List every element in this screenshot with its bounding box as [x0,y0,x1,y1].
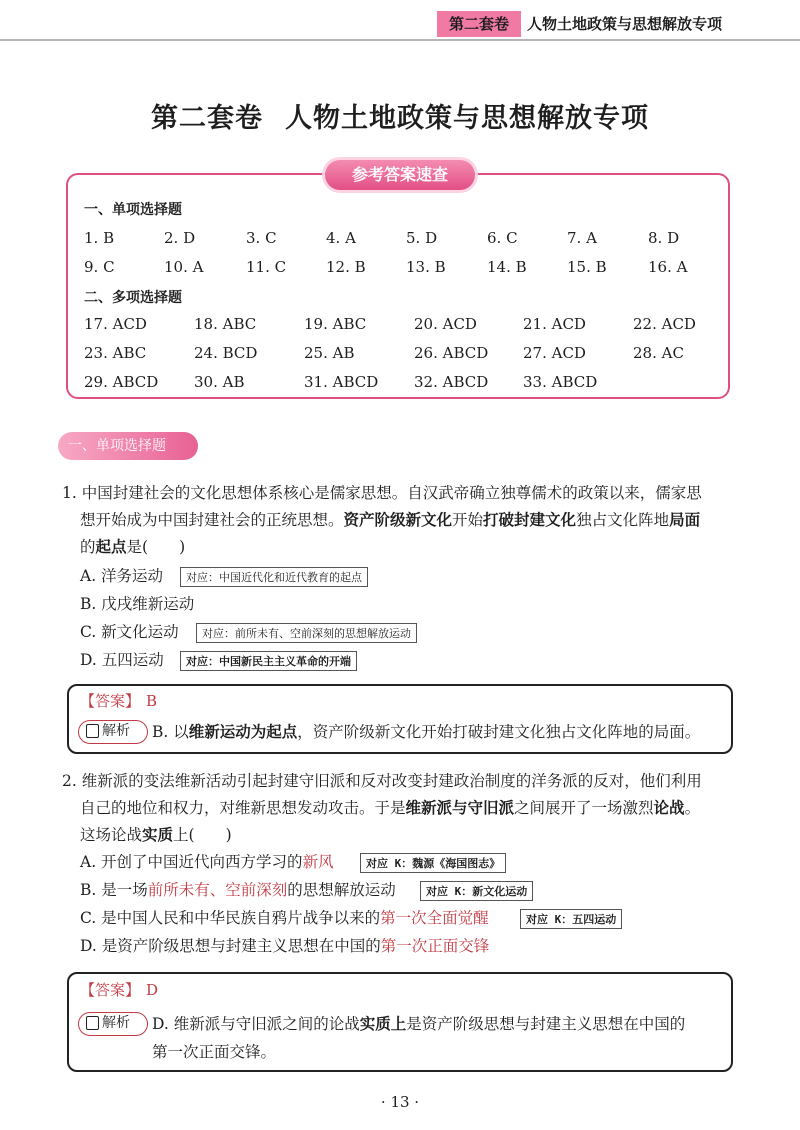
multi-answer-item: 24. BCD [194,344,258,362]
section-pill: 一、单项选择题 [58,432,198,460]
header-tag: 第二套卷 [437,11,521,37]
q1-analysis: B. 以维新运动为起点，资产阶级新文化开始打破封建文化独占文化阵地的局面。 [152,722,701,741]
multi-answer-item: 32. ABCD [414,373,489,391]
q1-note-d: 对应：中国新民主主义革命的开端 [180,651,357,671]
single-answer-item: 3. C [246,229,277,247]
q2-answer: 【答案】 D [80,981,159,999]
single-answer-item: 9. C [84,258,115,276]
page-title [0,96,800,135]
single-answer-item: 10. A [164,258,204,276]
multi-answer-item: 20. ACD [414,315,477,333]
multi-answer-item: 30. AB [194,373,245,391]
page-title-part1: 第二套卷 [151,103,263,134]
page-number: · 13 · [380,1093,420,1111]
q1-line2: 想开始成为中国封建社会的正统思想。资产阶级新文化开始打破封建文化独占文化阵地局面 [80,510,701,529]
q2-line2: 自己的地位和权力，对维新思想发动攻击。于是维新派与守旧派之间展开了一场激烈论战。 [80,798,701,817]
note-icon [86,1016,99,1030]
q1-note-c: 对应：前所未有、空前深刻的思想解放运动 [196,623,417,643]
q2-line3: 这场论战实质上( ) [80,825,232,844]
q2-option-c: C. 是中国人民和中华民族自鸦片战争以来的第一次全面觉醒 [80,909,489,927]
note-icon [86,724,99,738]
header-title: 人物土地政策与思想解放专项 [527,15,723,33]
single-answer-item: 13. B [406,258,446,276]
single-answer-item: 8. D [648,229,680,247]
q1-analysis-tag: 解析 [78,720,148,744]
multi-answer-item: 21. ACD [523,315,586,333]
header-divider [0,39,800,41]
single-answer-item: 6. C [487,229,518,247]
multi-answer-item: 22. ACD [633,315,696,333]
single-answer-item: 12. B [326,258,366,276]
q1-line3: 的起点是( ) [80,537,186,556]
single-answer-item: 1. B [84,229,115,247]
q1-line1: 1. 中国封建社会的文化思想体系核心是儒家思想。自汉武帝确立独尊儒术的政策以来，儒家思 [62,484,702,502]
single-answer-item: 7. A [567,229,597,247]
multi-answer-item: 25. AB [304,344,355,362]
multi-answer-item: 26. ABCD [414,344,489,362]
multi-answer-item: 33. ABCD [523,373,598,391]
multi-answer-item: 29. ABCD [84,373,159,391]
q2-option-b: B. 是一场前所未有、空前深刻的思想解放运动 [80,881,396,899]
single-answer-item: 4. A [326,229,356,247]
single-answer-item: 16. A [648,258,688,276]
multi-answer-item: 18. ABC [194,315,257,333]
multi-answer-item: 27. ACD [523,344,586,362]
single-answer-item: 15. B [567,258,607,276]
q1-option-a: A. 洋务运动 [80,567,164,585]
q1-option-c: C. 新文化运动 [80,623,179,641]
q2-analysis-tag: 解析 [78,1012,148,1036]
q1-note-a: 对应：中国近代化和近代教育的起点 [180,567,368,587]
q1-option-d: D. 五四运动 [80,651,164,669]
single-answer-item: 2. D [164,229,196,247]
q2-analysis-line1: D. 维新派与守旧派之间的论战实质上是资产阶级思想与封建主义思想在中国的 [152,1014,686,1033]
single-answer-item: 5. D [406,229,438,247]
q2-option-a: A. 开创了中国近代向西方学习的新风 [80,853,334,871]
answer-key-title: 参考答案速查 [325,160,475,190]
q2-line1: 2. 维新派的变法维新活动引起封建守旧派和反对改变封建政治制度的洋务派的反对，他们利用 [62,772,702,790]
q2-note-a: 对应 K：魏源《海国图志》 [360,853,506,873]
single-answer-item: 14. B [487,258,527,276]
multi-answer-item: 31. ABCD [304,373,379,391]
q2-note-c: 对应 K：五四运动 [520,909,622,929]
q2-analysis-line2: 第一次正面交锋。 [152,1043,277,1061]
single-choice-label: 一、单项选择题 [84,202,182,218]
multi-answer-item: 23. ABC [84,344,147,362]
multi-choice-label: 二、多项选择题 [84,290,182,306]
multi-answer-item: 28. AC [633,344,684,362]
q1-answer: 【答案】 B [80,692,158,710]
q2-note-b: 对应 K：新文化运动 [420,881,533,901]
multi-answer-item: 17. ACD [84,315,147,333]
page-title-part2: 人物土地政策与思想解放专项 [285,103,649,134]
q1-option-b: B. 戊戌维新运动 [80,595,195,613]
single-answer-item: 11. C [246,258,287,276]
q2-option-d: D. 是资产阶级思想与封建主义思想在中国的第一次正面交锋 [80,937,490,955]
multi-answer-item: 19. ABC [304,315,367,333]
